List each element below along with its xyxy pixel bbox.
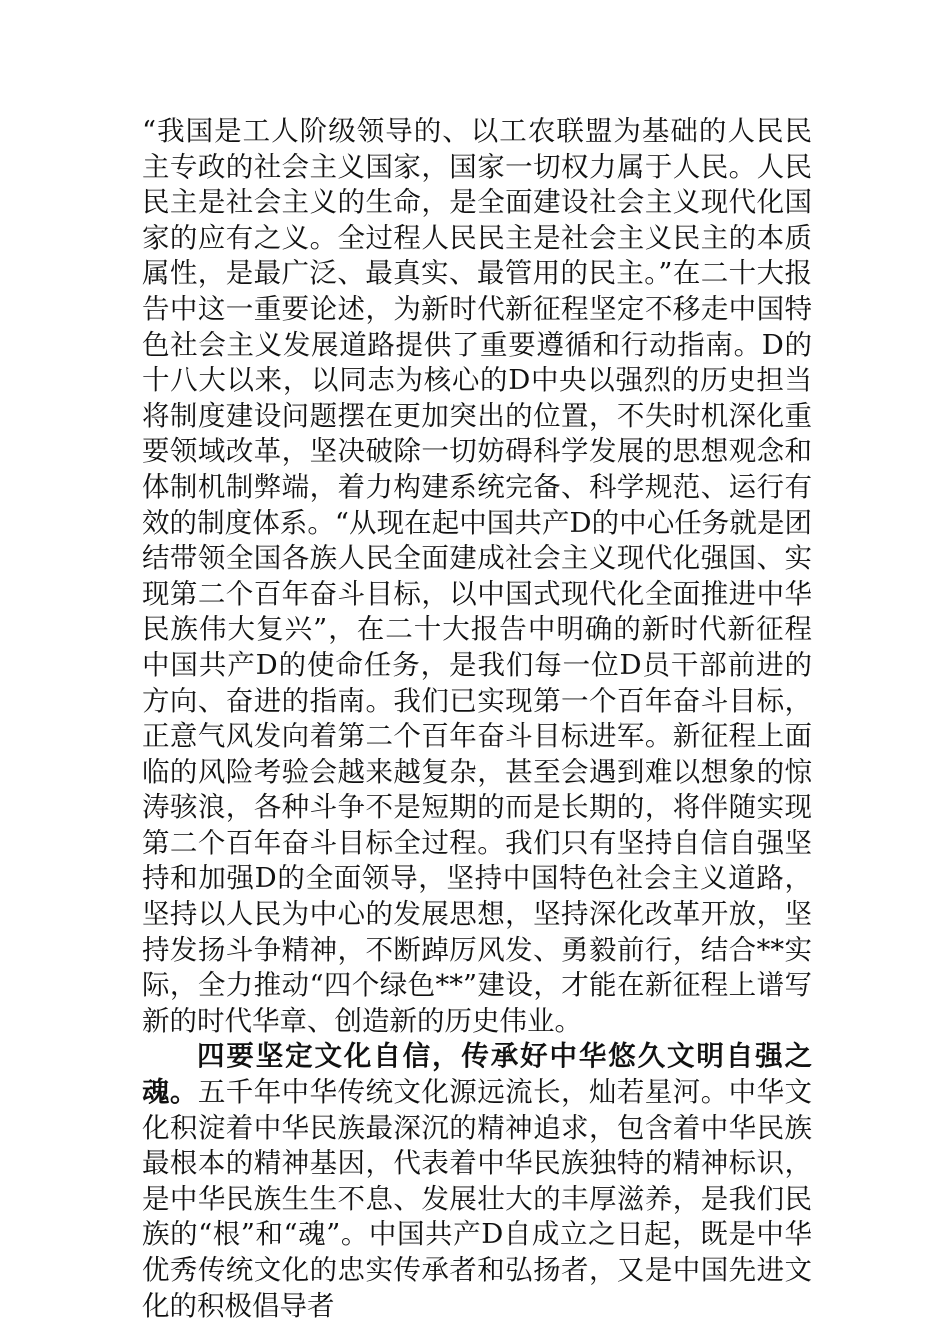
section-heading: 四要坚定文化自信，传承好中华悠久文明自强之魂。 — [142, 1040, 812, 1109]
body-paragraph: “我国是工人阶级领导的、以工农联盟为基础的人民民主专政的社会主义国家，国家一切权力属于人民。人民民主是社会主义的生命，是全面建设社会主义现代化国家的应有之义。全过程人民民主是社会主义民主的本质属性，是最广泛、最真实、最管用的民主。”在二十大报告中这一重要论述，为新时代新征程坚定不移走中国特色社会主义发展道路提供了重要遵循和行动指南。D的十八大以来，以同志为核心的D中央以强烈的历史担当将制度建设问题摆在更加突出的位置，不失时机深化重要领域改革，坚决破除一切妨碍科学发展的思想观念和体制机制弊端，着力构建系统完备、科学规范、运行有效的制度体系。“从现在起中国共产D的中心任务就是团结带领全国各族人民全面建成社会主义现代化强国、实现第二个百年奋斗目标，以中国式现代化全面推进中华民族伟大复兴”，在二十大报告中明确的新时代新征程中国共产D的使命任务，是我们每一位D员干部前进的方向、奋进的指南。我们已实现第一个百年奋斗目标，正意气风发向着第二个百年奋斗目标进军。新征程上面临的风险考验会越来越复杂，甚至会遇到难以想象的惊涛骇浪，各种斗争不是短期的而是长期的，将伴随实现第二个百年奋斗目标全过程。我们只有坚持自信自强坚持和加强D的全面领导，坚持中国特色社会主义道路，坚持以人民为中心的发展思想，坚持深化改革开放，坚持发扬斗争精神，不断踔厉风发、勇毅前行，结合**实际，全力推动“四个绿色**”建设，才能在新征程上谱写新的时代华章、创造新的历史伟业。 — [142, 115, 812, 1037]
section-body: 五千年中华传统文化源远流长，灿若星河。中华文化积淀着中华民族最深沉的精神追求，包含着中华民族最根本的精神基因，代表着中华民族独特的精神标识，是中华民族生生不息、发展壮大的丰厚滋养，是我们民族的“根”和“魂”。中国共产D自成立之日起，既是中华优秀传统文化的忠实传承者和弘扬者，又是中国先进文化的积极倡导者 — [142, 1076, 813, 1322]
document-page — [142, 114, 812, 1324]
section-paragraph — [142, 1039, 812, 1324]
